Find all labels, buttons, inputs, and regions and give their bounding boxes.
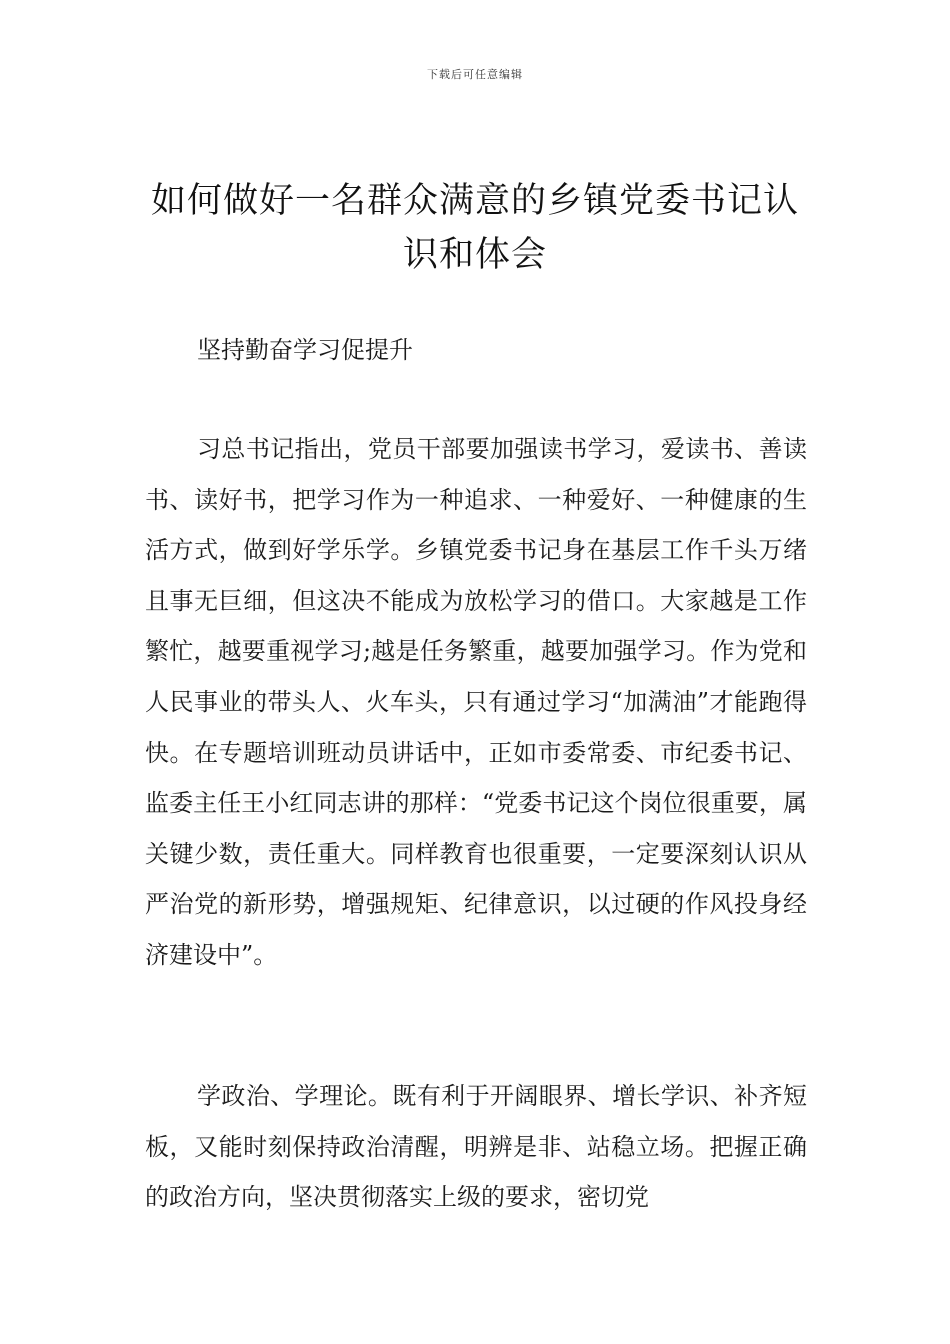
download-note: 下载后可任意编辑 xyxy=(427,68,523,81)
body-paragraph: 习总书记指出，党员干部要加强读书学习，爱读书、善读书、读好书，把学习作为一种追求、一种爱好、一种健康的生活方式，做到好学乐学。乡镇党委书记身在基层工作千头万绪且事无巨细，但这决不能成为放松学习的借口。大家越是工作繁忙，越要重视学习;越是任务繁重，越要加强学习。作为党和人民事业的带头人、火车头，只有通过学习“加满油”才能跑得快。在专题培训班动员讲话中，正如市委常委、市纪委书记、监委主任王小红同志讲的那样：“党委书记这个岗位很重要，属关键少数，责任重大。同样教育也很重要，一定要深刻认识从严治党的新形势，增强规矩、纪律意识，以过硬的作风投身经济建设中”。 xyxy=(145,435,807,969)
document-title: 如何做好一名群众满意的乡镇党委书记认识和体会 xyxy=(150,181,799,275)
body-paragraph: 学政治、学理论。既有利于开阔眼界、增长学识、补齐短板，又能时刻保持政治清醒，明辨是非、站稳立场。把握正确的政治方向，坚决贯彻落实上级的要求，密切党 xyxy=(145,1082,807,1212)
section-heading: 坚持勤奋学习促提升 xyxy=(197,336,413,364)
